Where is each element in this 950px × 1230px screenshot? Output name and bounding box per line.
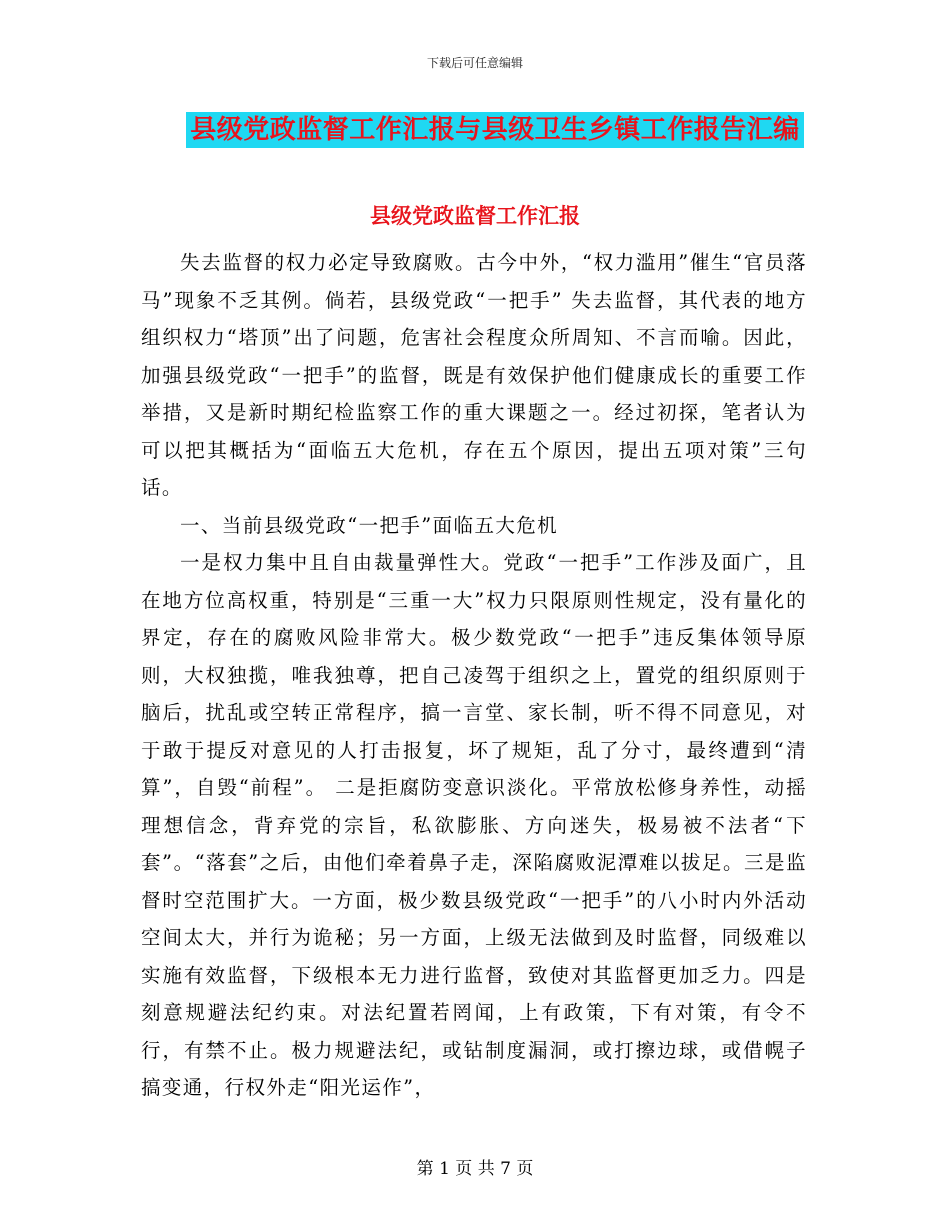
paragraph-heading-crises: 一、当前县级党政“一把手”面临五大危机 — [180, 513, 559, 537]
document-title-container — [0, 112, 950, 148]
document-body — [141, 244, 807, 1107]
page-number-footer: 第 1 页 共 7 页 — [416, 1159, 534, 1179]
header-note: 下载后可任意编辑 — [426, 56, 523, 70]
paragraph-crises-detail: 一是权力集中且自由裁量弹性大。党政“一把手”工作涉及面广，且在地方位高权重，特别是“三重一大”权力只限原则性规定，没有量化的界定，存在的腐败风险非常大。极少数党政“一把手”违反集体领导原则，大权独揽，唯我独尊，把自己凌驾于组织之上，置党的组织原则于脑后，扰乱或空转正常程序，搞一言堂、家长制，听不得不同意见，对于敢于提反对意见的人打击报复，坏了规矩，乱了分寸，最终遭到“清算”，自毁“前程”。 二是拒腐防变意识淡化。平常放松修身养性，动摇理想信念，背弃党的宗旨，私欲膨胀、方向迷失，极易被不法者“下套”。“落套”之后，由他们牵着鼻子走，深陷腐败泥潭难以拔足。三是监督时空范围扩大。一方面，极少数县级党政“一把手”的八小时内外活动空间太大，并行为诡秘；另一方面，上级无法做到及时监督，同级难以实施有效监督，下级根本无力进行监督，致使对其监督更加乏力。四是刻意规避法纪约束。对法纪置若罔闻，上有政策，下有对策，有令不行，有禁不止。极力规避法纪，或钻制度漏洞，或打擦边球，或借幌子搞变通，行权外走“阳光运作”， — [141, 551, 807, 1099]
paragraph-intro: 失去监督的权力必定导致腐败。古今中外，“权力滥用”催生“官员落马”现象不乏其例。倘若，县级党政“一把手” 失去监督，其代表的地方组织权力“塔顶”出了问题，危害社会程度众所周知、不言而喻。因此，加强县级党政“一把手”的监督，既是有效保护他们健康成长的重要工作举措，又是新时期纪检监察工作的重大课题之一。经过初探，笔者认为可以把其概括为“面临五大危机，存在五个原因，提出五项对策”三句话。 — [141, 251, 807, 499]
section-title: 县级党政监督工作汇报 — [370, 203, 580, 228]
document-title: 县级党政监督工作汇报与县级卫生乡镇工作报告汇编 — [186, 112, 804, 148]
